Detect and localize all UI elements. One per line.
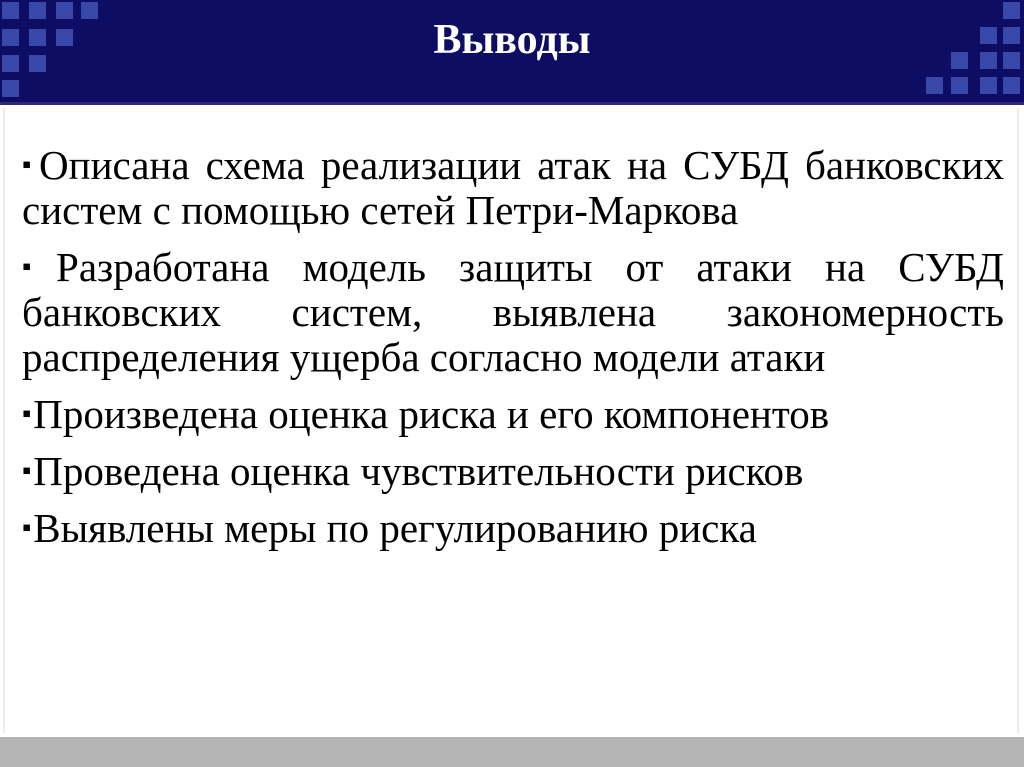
decoration-square: [926, 77, 943, 94]
slide-header: [0, 0, 1024, 102]
bullet-square-icon: ▪: [22, 513, 32, 542]
bullet-item: [22, 142, 1004, 233]
decoration-square: [980, 77, 997, 94]
bullet-text: Выявлены меры по регулированию риска: [33, 505, 757, 551]
slide-title: Выводы: [433, 17, 591, 63]
bullet-square-icon: ▪: [22, 456, 32, 485]
bullet-text: Проведена оценка чувствительности рисков: [33, 448, 804, 494]
bullet-item: [22, 448, 1004, 494]
decoration-square: [951, 77, 968, 94]
bullet-item: [22, 244, 1004, 380]
bullet-item: [22, 391, 1004, 437]
footer-bar: [0, 737, 1024, 767]
bullet-text: Разработана модель защиты от атаки на СУБД банковских систем, выявлена закономерность распределения ущерба согласно модели атаки: [22, 244, 1005, 380]
bullet-text: Произведена оценка риска и его компонентов: [33, 391, 830, 437]
bullet-item: [22, 505, 1004, 551]
bullet-square-icon: ▪: [22, 399, 32, 428]
bullet-square-icon: ▪: [22, 150, 38, 179]
bullet-list: [22, 142, 1004, 562]
bullet-square-icon: ▪: [22, 252, 55, 281]
decoration-square: [1003, 77, 1020, 94]
bullet-text: Описана схема реализации атак на СУБД банковских систем с помощью сетей Петри-Маркова: [22, 142, 1004, 233]
decoration-square: [2, 80, 19, 97]
header-divider: [0, 102, 1024, 105]
